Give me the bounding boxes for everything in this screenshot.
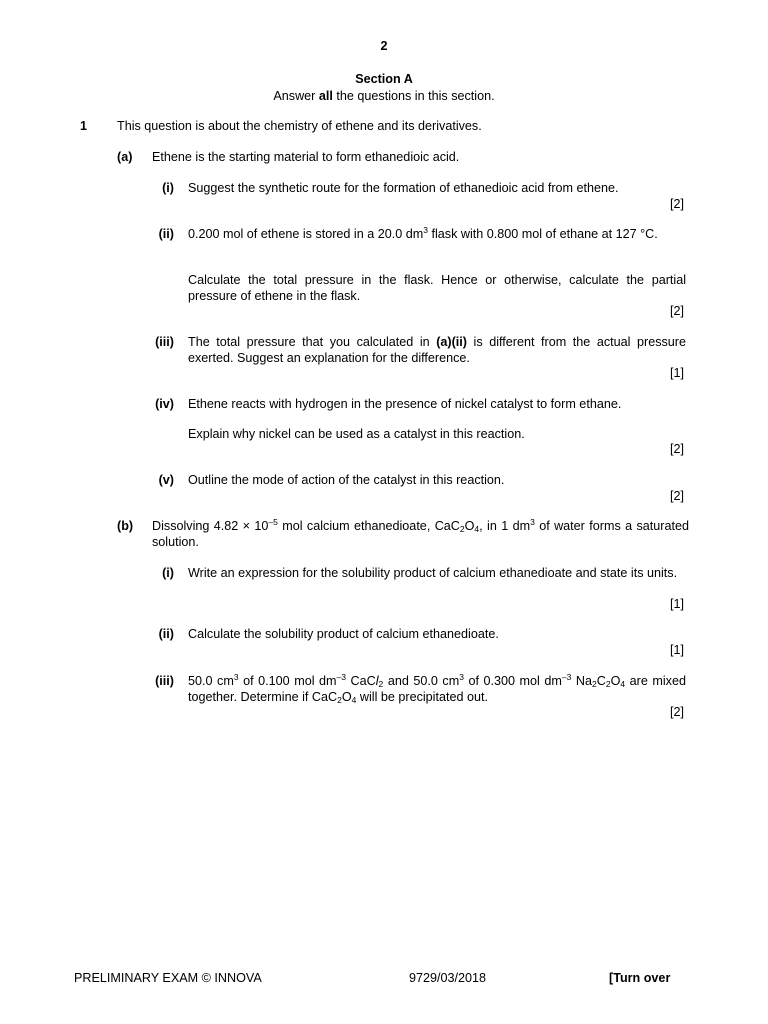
part-b-i-label: (i)	[162, 566, 174, 580]
part-a-label: (a)	[117, 150, 133, 164]
footer-exam-name: PRELIMINARY EXAM © INNOVA	[74, 971, 262, 985]
part-a-ii-text-2: Calculate the total pressure in the flask. Hence or otherwise, calculate the partial pressure of ethene in the flask.	[188, 273, 686, 303]
part-a-iv-marks: [2]	[669, 442, 684, 456]
part-a-iii-marks: [1]	[669, 366, 684, 380]
part-a-ii-label: (ii)	[158, 227, 174, 241]
part-a-iii-text: The total pressure that you calculated in (a)(ii) is different from the actual pressure exerted. Suggest an explanation for the difference.	[188, 335, 686, 365]
part-b-i-marks: [1]	[669, 597, 684, 611]
part-a-iv-label: (iv)	[155, 397, 174, 411]
part-b-iii-marks: [2]	[669, 705, 684, 719]
part-b-text: Dissolving $4.82 \times 10^{-5}$ mol calcium ethanedioate, $CaC_2O_4$, in 1 $dm^3$ of water forms a saturated solution.	[152, 517, 690, 549]
section-title: Section A	[355, 72, 413, 86]
part-a-iv-text-2: Explain why nickel can be used as a catalyst in this reaction.	[188, 427, 525, 441]
part-b-iii-label: (iii)	[155, 674, 174, 688]
part-a-iii-label: (iii)	[155, 335, 174, 349]
part-a-iv-text: Ethene reacts with hydrogen in the presence of nickel catalyst to form ethane.	[188, 397, 622, 411]
part-a-i-marks: [2]	[669, 197, 684, 211]
part-a-i-label: (i)	[162, 181, 174, 195]
part-a-ii-text: 0.200 mol of ethene is stored in a 20.0 $dm^3$ flask with 0.800 mol of ethane at 127 °C.	[188, 225, 658, 241]
part-a-v-label: (v)	[158, 473, 174, 487]
part-b-i-text: Write an expression for the solubility product of calcium ethanedioate and state its units.	[188, 566, 678, 580]
part-a-v-marks: [2]	[669, 489, 684, 503]
question-number: 1	[80, 119, 88, 133]
part-b-ii-text: Calculate the solubility product of calcium ethanedioate.	[188, 627, 499, 641]
section-instruction: Answer all the questions in this section.	[273, 89, 495, 103]
part-b-iii-text: 50.0 $cm^3$ of 0.100 mol $dm^{-3}$ CaCl$_2$ and 50.0 $cm^3$ of 0.300 mol $dm^{-3}$ $Na_2C_2O_4$ are mixed together. Determine if $CaC_2O_4$ will be precipitated out.	[188, 672, 686, 705]
footer-paper-code: 9729/03/2018	[409, 971, 487, 985]
part-b-ii-label: (ii)	[158, 627, 174, 641]
part-a-text: Ethene is the starting material to form ethanedioic acid.	[152, 150, 460, 164]
part-a-ii-marks: [2]	[669, 304, 684, 318]
question-intro: This question is about the chemistry of ethene and its derivatives.	[117, 119, 482, 133]
footer-turn-over: [Turn over	[609, 971, 671, 985]
part-b-label: (b)	[117, 519, 134, 533]
part-a-v-text: Outline the mode of action of the catalyst in this reaction.	[188, 473, 505, 487]
page-number: 2	[380, 39, 388, 53]
part-a-i-text: Suggest the synthetic route for the formation of ethanedioic acid from ethene.	[188, 181, 619, 195]
part-b-ii-marks: [1]	[669, 643, 684, 657]
